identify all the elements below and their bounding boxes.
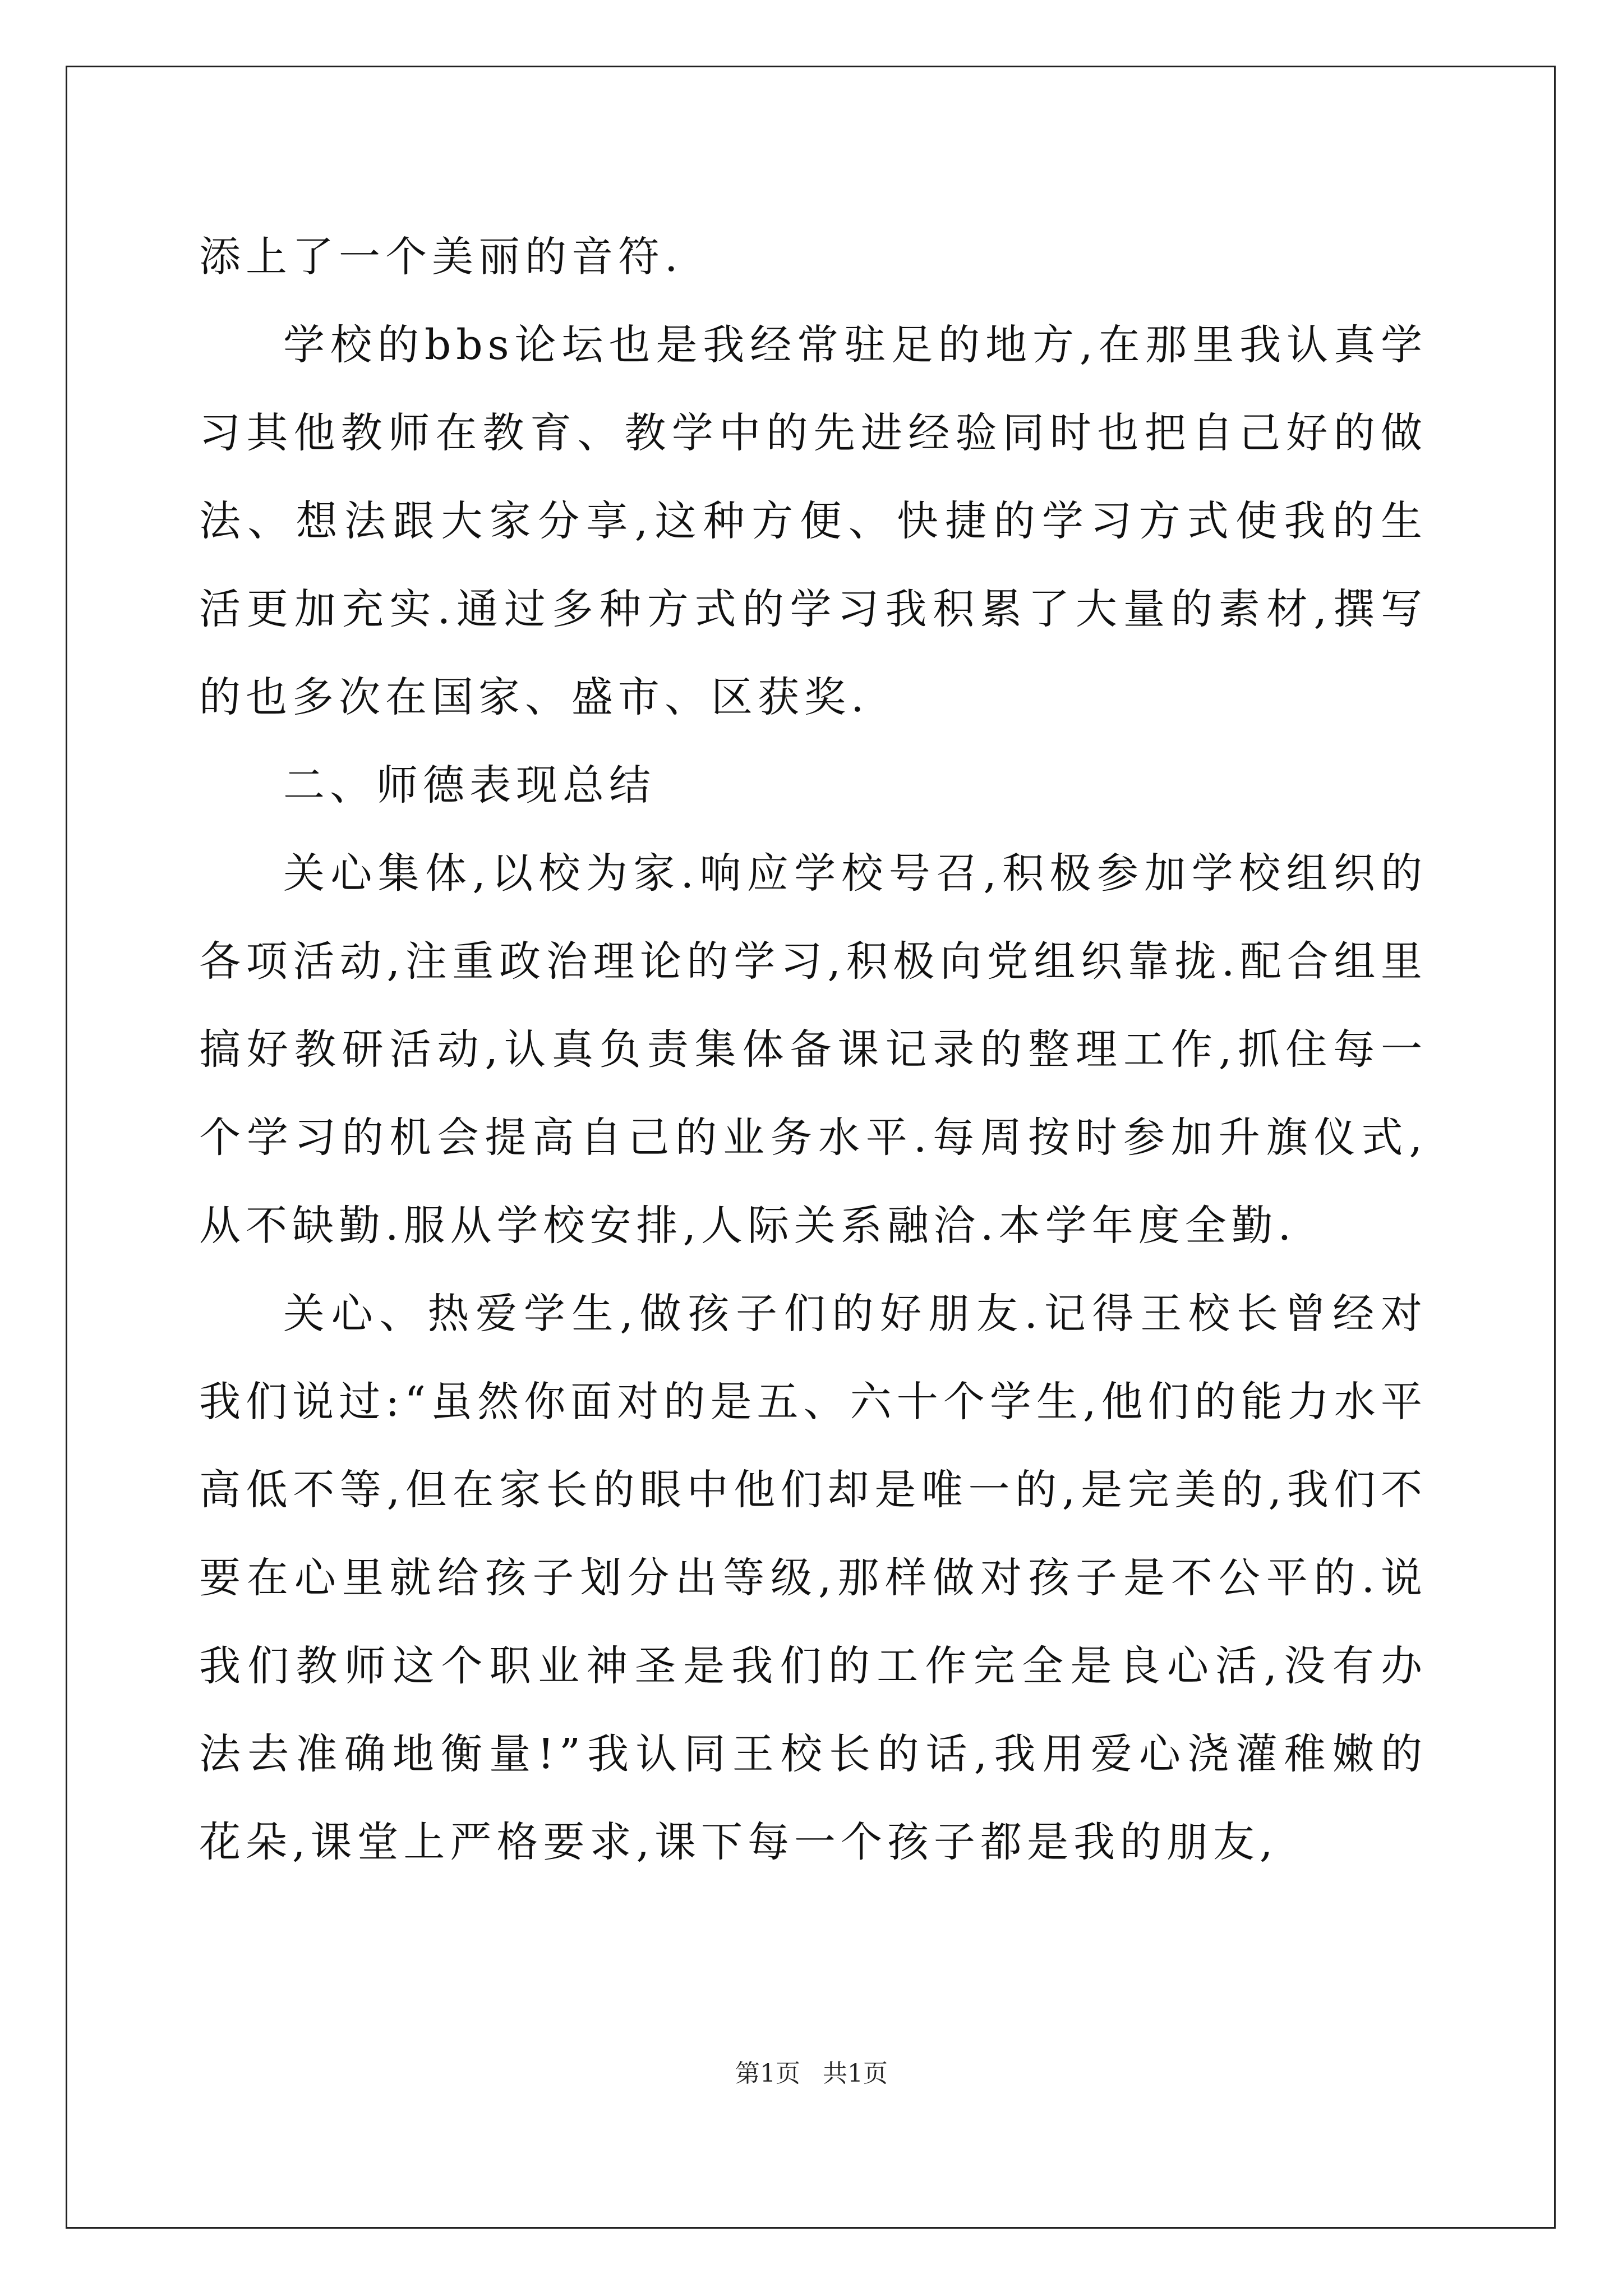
page-number: 第1页 [735,2059,800,2088]
paragraph-4: 关心、热爱学生,做孩子们的好朋友.记得王校长曾经对我们说过:“虽然你面对的是五、六十个学生,他们的能力水平高低不等,但在家长的眼中他们却是唯一的,是完美的,我们不要在心里就给孩子划分出等级,那样做对孩子是不公平的.说我们教师这个职业神圣是我们的工作完全是良心活,没有办法去准确地衡量!”我认同王校长的话,我用爱心浇灌稚嫩的花朵,课堂上严格要求,课下每一个孩子都是我的朋友, [199,1290,1427,1866]
paragraph-1: 添上了一个美丽的音符. [199,233,683,281]
document-body [199,213,1427,1887]
page-total: 共1页 [823,2059,888,2088]
section-heading: 二、师德表现总结 [283,761,656,809]
paragraph-3: 关心集体,以校为家.响应学校号召,积极参加学校组织的各项活动,注重政治理论的学习,积极向党组织靠拢.配合组里搞好教研活动,认真负责集体备课记录的整理工作,抓住每一个学习的机会提高自己的业务水平.每周按时参加升旗仪式,从不缺勤.服从学校安排,人际关系融洽.本学年度全勤. [199,849,1427,1250]
paragraph-2: 学校的bbs论坛也是我经常驻足的地方,在那里我认真学习其他教师在教育、教学中的先进经验同时也把自己好的做法、想法跟大家分享,这种方便、快捷的学习方式使我的生活更加充实.通过多种方式的学习我积累了大量的素材,撰写的也多次在国家、盛市、区获奖. [199,321,1427,721]
page-footer [0,2053,1623,2089]
